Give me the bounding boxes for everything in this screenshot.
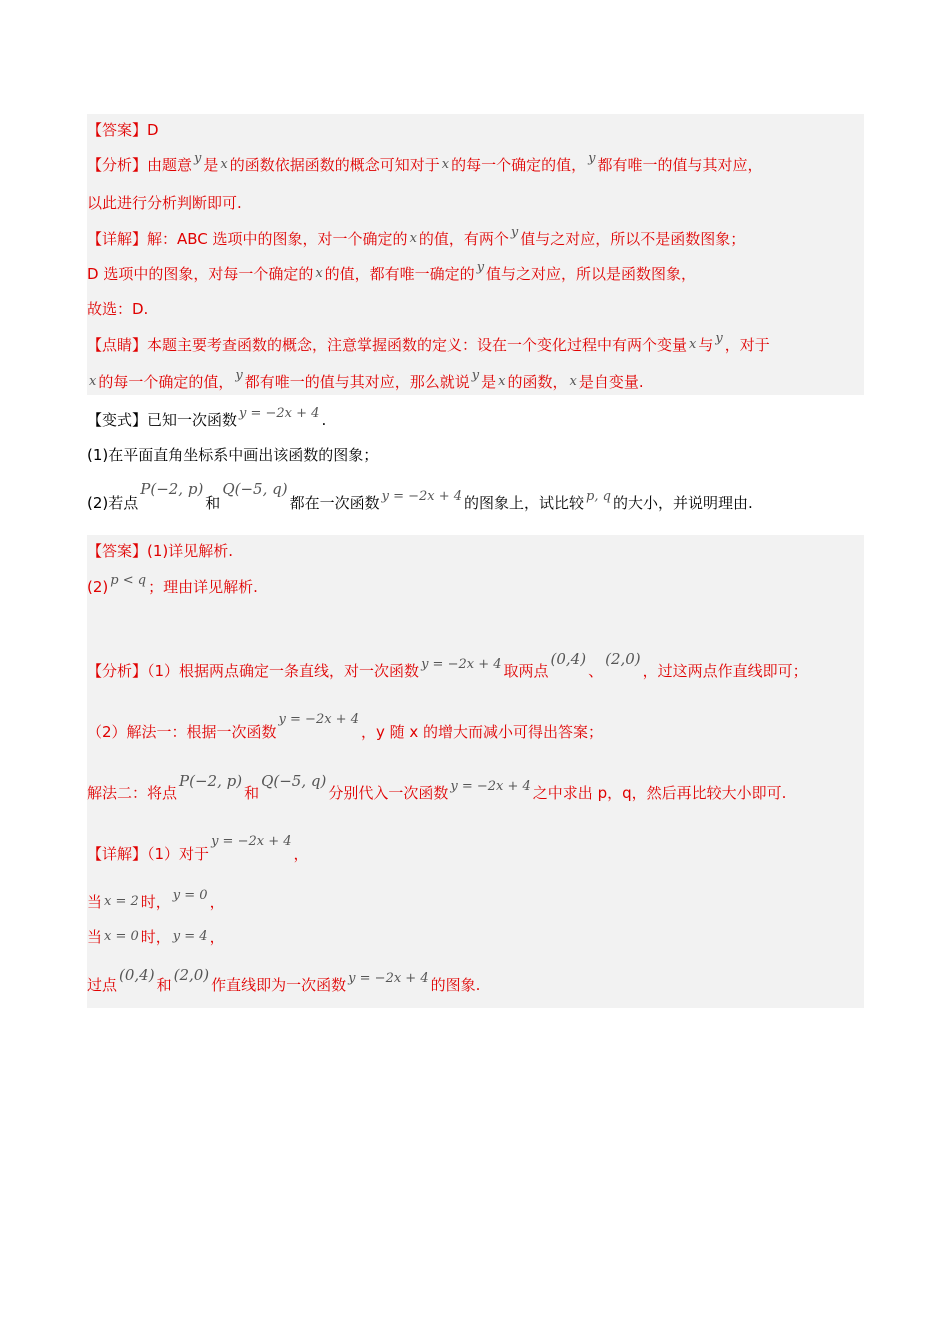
question-text: (1)在平面直角坐标系中画出该函数的图象； — [87, 446, 379, 464]
analysis-text: 以此进行分析判断即可. — [87, 194, 242, 212]
analysis-text: 、 — [588, 662, 604, 680]
note-text: 都有唯一的值与其对应，那么就说 — [244, 373, 470, 391]
math-point: (0,4) — [550, 650, 587, 668]
math-formula: y = −2x + 4 — [239, 406, 320, 421]
detail-text: 的值，都有唯一确定的 — [324, 265, 475, 283]
math-x: x — [220, 157, 228, 172]
detail-text: （1）对于 — [147, 845, 210, 863]
answer-line-2 — [87, 573, 258, 599]
analysis-text: 都有唯一的值与其对应， — [597, 156, 763, 174]
analysis-tag: 【分析】 — [87, 662, 148, 680]
math-inequality: p < q — [110, 573, 147, 588]
math-y: y — [476, 260, 485, 275]
case-text: 当 — [87, 928, 103, 946]
math-x: x — [409, 231, 417, 246]
detail-line — [87, 225, 746, 251]
math-y: y — [588, 151, 596, 166]
math-point: (0,4) — [119, 966, 155, 984]
choose-line — [87, 299, 148, 319]
detail-tag: 【详解】 — [87, 845, 148, 863]
case-1-line — [87, 888, 225, 914]
math-y: y — [235, 368, 243, 383]
detail-text: D 选项中的图象，对每一个确定的 — [87, 265, 314, 283]
conclusion-line — [87, 966, 481, 997]
method-text: 分别代入一次函数 — [328, 784, 449, 802]
math-y: y — [471, 368, 480, 383]
detail-line-2 — [87, 260, 697, 286]
case-text: 当 — [87, 893, 103, 911]
math-formula: y = −2x + 4 — [450, 779, 531, 794]
note-text: 的函数， — [507, 373, 568, 391]
math-x-value: x = 2 — [104, 894, 139, 909]
note-tag: 【点睛】 — [87, 336, 148, 354]
math-point-q: Q(−5, q) — [261, 772, 327, 790]
choose-text: 故选：D. — [87, 300, 149, 318]
question-1 — [87, 445, 378, 465]
analysis-line-2 — [87, 193, 242, 213]
analysis-text: 由题意 — [147, 156, 193, 174]
analysis-text: 取两点 — [503, 662, 549, 680]
analysis-text: ，过这两点作直线即可； — [642, 662, 808, 680]
question-text: 和 — [205, 494, 221, 512]
math-pq: p, q — [586, 489, 611, 504]
conclusion-text: 和 — [156, 976, 172, 994]
math-x: x — [315, 266, 323, 281]
math-y-value: y = 4 — [172, 929, 208, 944]
math-point-q: Q(−5, q) — [222, 480, 288, 498]
method-text: ，y 随 x 的增大而减小可得出答案； — [360, 723, 604, 741]
conclusion-text: 作直线即为一次函数 — [211, 976, 347, 994]
detail-text: ， — [293, 845, 309, 863]
detail-tag: 【详解】 — [87, 230, 148, 248]
math-x: x — [441, 157, 450, 172]
analysis-tag: 【分析】 — [87, 156, 148, 174]
detail-text: 值与之对应，所以是函数图象， — [486, 265, 697, 283]
answer-text: ；理由详见解析. — [148, 578, 258, 596]
math-point-p: P(−2, p) — [179, 772, 243, 790]
method-text: （2）解法一：根据一次函数 — [87, 723, 277, 741]
analysis-line — [87, 151, 763, 177]
question-text: 的大小，并说明理由. — [612, 494, 753, 512]
math-y-value: y = 0 — [172, 888, 208, 903]
answer-line-1 — [87, 541, 233, 561]
question-text: 都在一次函数 — [289, 494, 380, 512]
math-x: x — [689, 337, 697, 352]
question-text: (2)若点 — [87, 494, 139, 512]
note-text: 的每一个确定的值， — [98, 373, 234, 391]
case-text: ， — [209, 928, 225, 946]
method-text: 之中求出 p，q，然后再比较大小即可. — [532, 784, 787, 802]
math-y: y — [715, 331, 723, 346]
variant-line — [87, 406, 327, 432]
method-2-line — [87, 772, 787, 805]
math-formula: y = −2x + 4 — [348, 971, 429, 986]
case-text: 时， — [140, 928, 171, 946]
conclusion-text: 过点 — [87, 976, 118, 994]
variant-text: 【变式】已知一次函数 — [87, 411, 238, 429]
method-text: 和 — [244, 784, 260, 802]
answer-text: (2) — [87, 578, 109, 596]
math-y: y — [194, 151, 202, 166]
answer-text: 【答案】D — [87, 121, 159, 139]
note-text: 是自变量. — [578, 373, 644, 391]
variant-text: . — [321, 411, 327, 429]
math-x: x — [89, 374, 97, 389]
analysis-text: 是 — [203, 156, 219, 174]
detail-line — [87, 834, 309, 866]
math-point-p: P(−2, p) — [140, 480, 204, 498]
math-x-value: x = 0 — [104, 929, 139, 944]
math-formula: y = −2x + 4 — [211, 834, 292, 849]
method-text: 解法二：将点 — [87, 784, 178, 802]
conclusion-text: 的图象. — [430, 976, 481, 994]
analysis-text: 的函数依据函数的概念可知对于 — [229, 156, 440, 174]
math-x: x — [498, 374, 506, 389]
case-text: ， — [209, 893, 225, 911]
math-y: y — [510, 225, 519, 240]
question-text: 的图象上，试比较 — [464, 494, 585, 512]
note-text: 是 — [481, 373, 497, 391]
detail-text: 值与之对应，所以不是函数图象； — [520, 230, 746, 248]
math-formula: y = −2x + 4 — [421, 657, 502, 672]
note-line — [87, 331, 770, 357]
answer-text: 【答案】(1)详见解析. — [87, 542, 234, 560]
case-text: 时， — [140, 893, 171, 911]
note-line-2 — [87, 368, 644, 394]
method-1-line — [87, 712, 604, 744]
math-x: x — [569, 374, 577, 389]
math-point: (2,0) — [605, 650, 641, 668]
math-formula: y = −2x + 4 — [278, 712, 359, 727]
math-point: (2,0) — [173, 966, 210, 984]
answer-line — [87, 120, 159, 140]
case-2-line — [87, 927, 225, 949]
detail-text: 解：ABC 选项中的图象，对一个确定的 — [147, 230, 408, 248]
analysis-text: （1）根据两点确定一条直线，对一次函数 — [147, 662, 420, 680]
note-text: ，对于 — [724, 336, 770, 354]
question-2 — [87, 480, 753, 515]
detail-text: 的值，有两个 — [418, 230, 509, 248]
analysis-line — [87, 650, 808, 683]
note-text: 本题主要考查函数的概念，注意掌握函数的定义：设在一个变化过程中有两个变量 — [147, 336, 688, 354]
analysis-text: 的每一个确定的值， — [451, 156, 587, 174]
note-text: 与 — [698, 336, 714, 354]
math-formula: y = −2x + 4 — [381, 489, 463, 504]
